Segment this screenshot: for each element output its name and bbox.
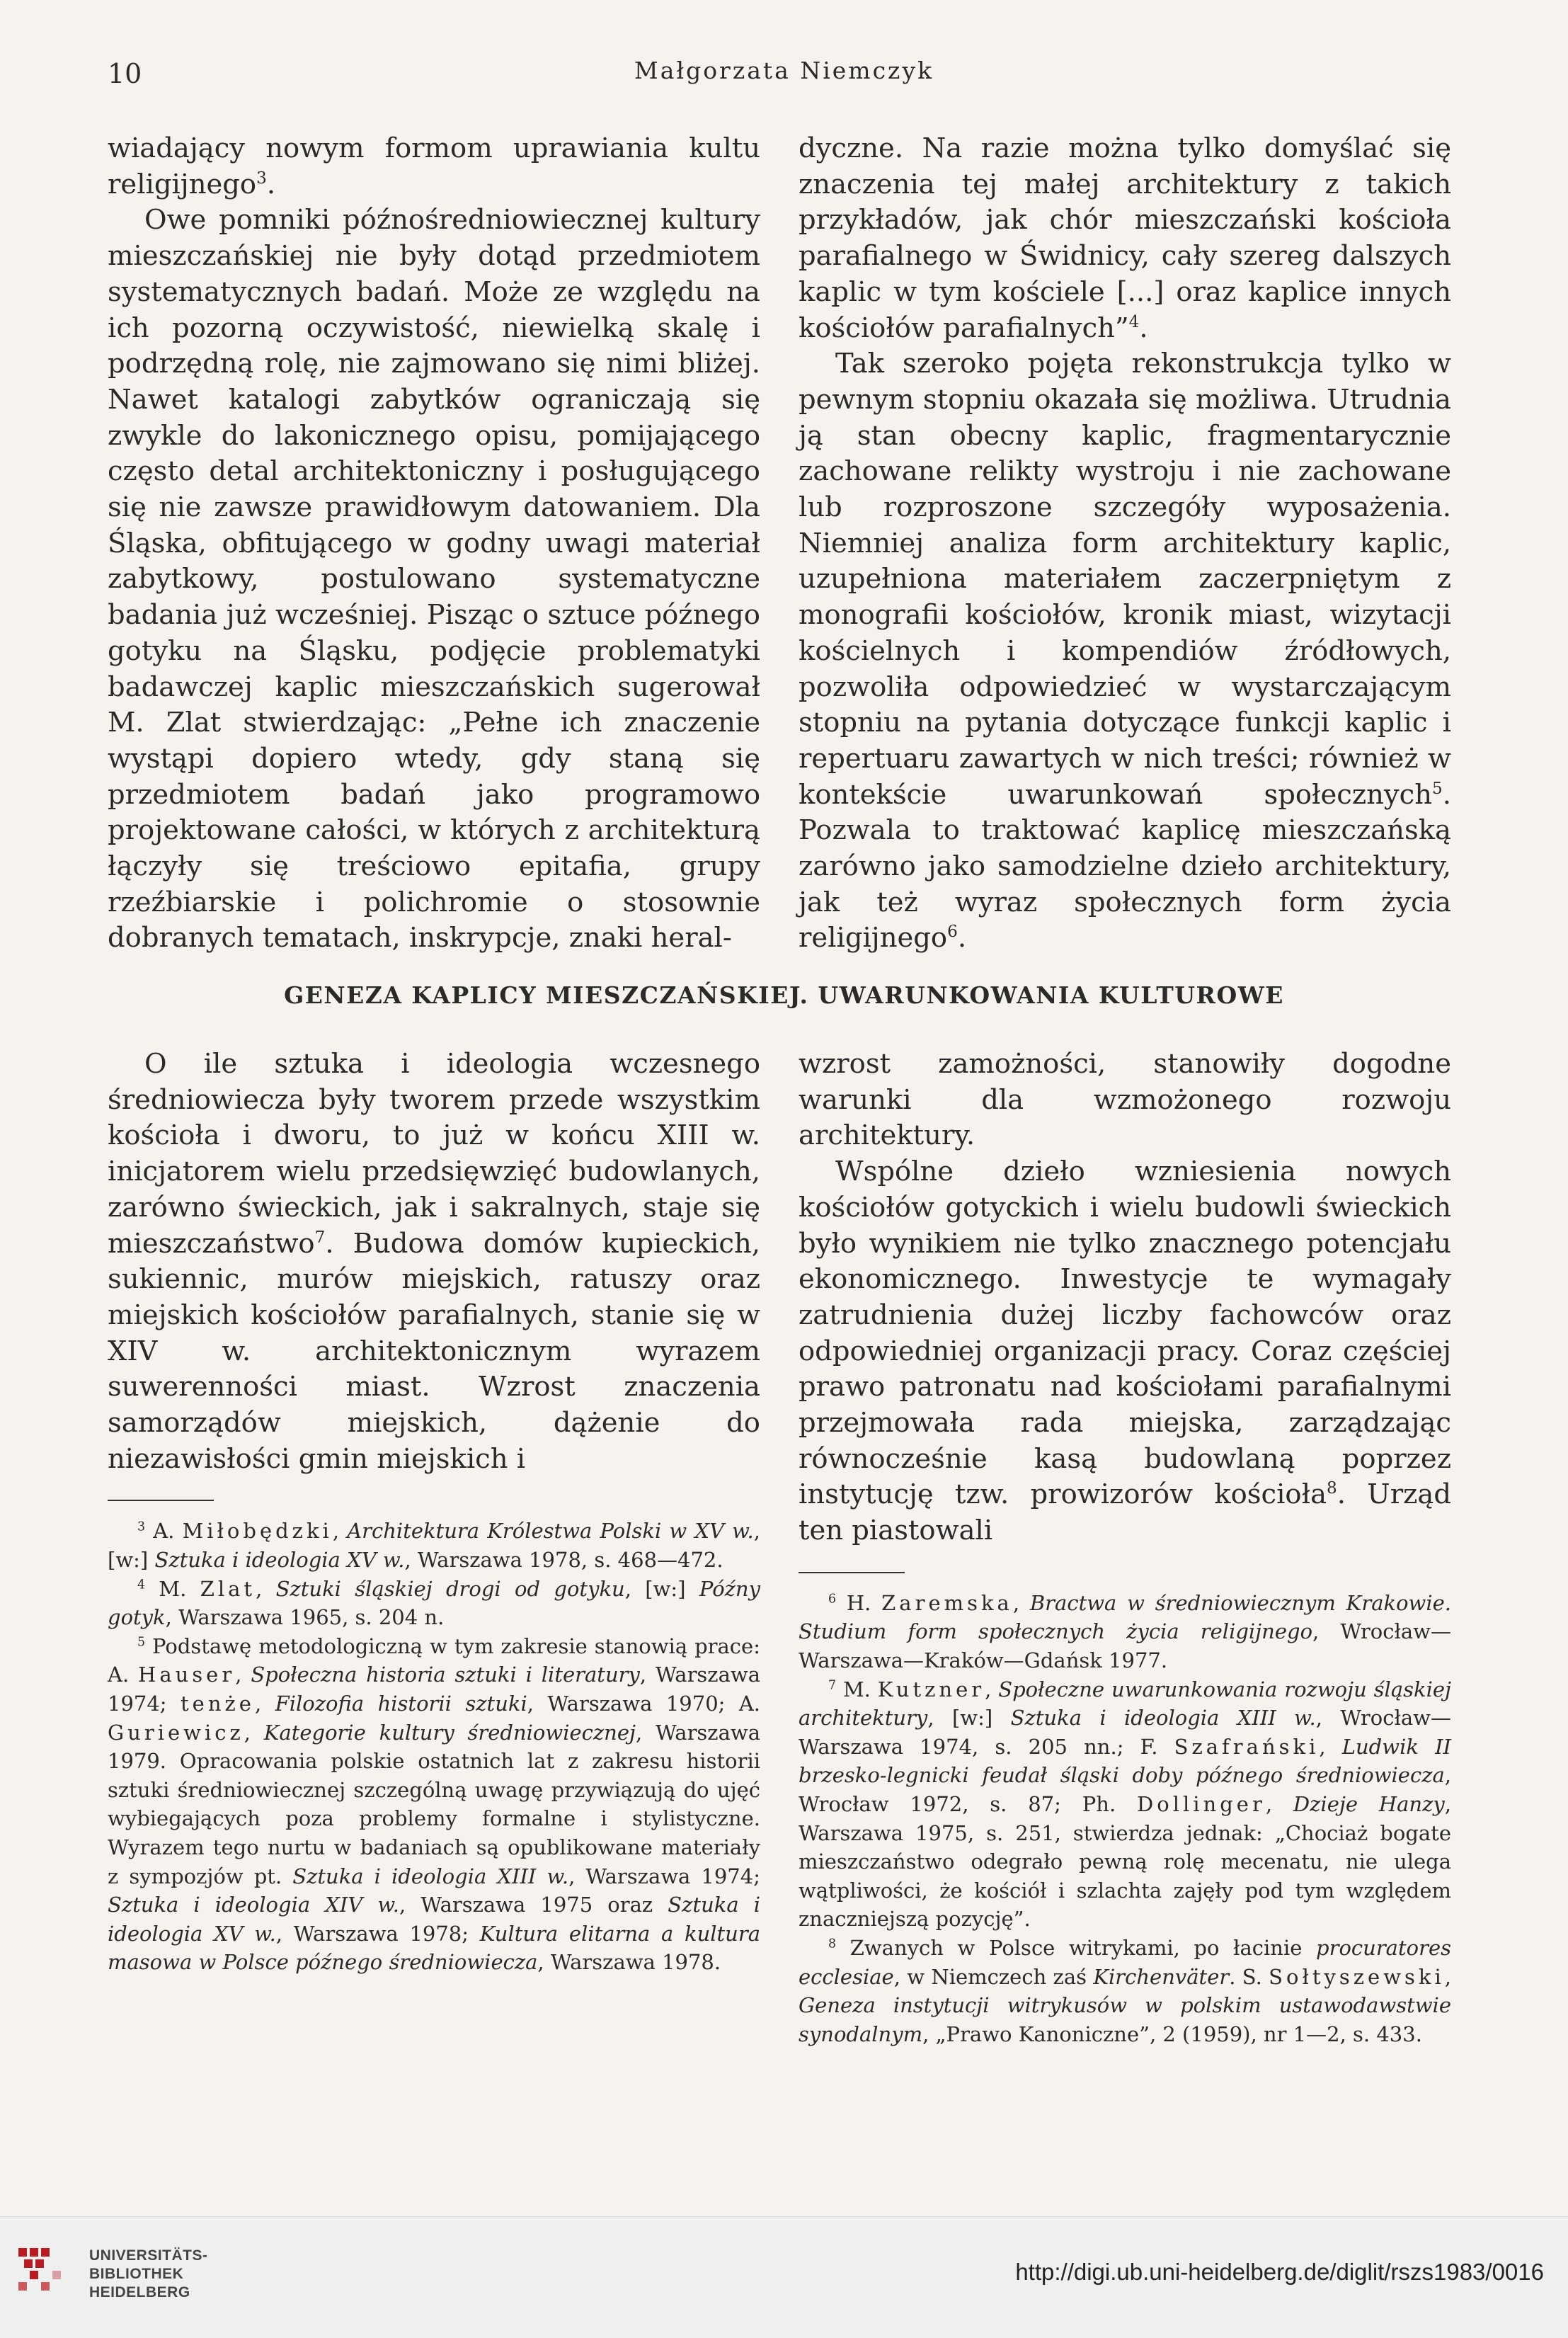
paragraph: O ile sztuka i ideologia wczesnego średniowiecza były tworem przede wszystkim kościoła i dworu, to już w końcu XIII w. inicjatorem wielu przedsięwzięć budowlanych, zarówno świeckich, jak i sakralnych, staje się mieszczaństwo$^7$. Budowa domów kupieckich, sukiennic, murów miejskich, ratuszy oraz miejskich kościołów parafialnych, stanie się w XIV w. architektonicznym wyrazem suwerenności miast. Wzrost znaczenia samorządów miejskich, dążenie do niezawisłości gmin miejskich i [108, 1048, 760, 1475]
footnote: $^5$ Podstawę metodologiczną w tym zakresie stanowią prace: A. Hauser, Społeczna historia sztuki i literatury, Warszawa 1974; tenże, Filozofia historii sztuki, Warszawa 1970; A. Guriewicz, Kategorie kultury średniowiecznej, Warszawa 1979. Opracowania polskie ostatnich lat z zakresu historii sztuki średniowiecznej szczególną uwagę przywiązują do ujęć wybiegających poza problemy formalne i stylistyczne. Wyrazem tego nurtu w badaniach są opublikowane materiały z sympozjów pt. Sztuka i ideologia XIII w., Warszawa 1974; Sztuka i ideologia XIV w., Warszawa 1975 oraz Sztuka i ideologia XV w., Warszawa 1978; Kultura elitarna a kultura masowa w Polsce późnego średniowiecza, Warszawa 1978. [108, 1633, 761, 1975]
paragraph: Tak szeroko pojęta rekonstrukcja tylko w pewnym stopniu okazała się możliwa. Utrudnia ją stan obecny kaplic, fragmentarycznie zachowane relikty wystroju i nie zachowane lub rozproszone szczegóły wyposażenia. Niemniej analiza form architektury kaplic, uzupełniona materiałem zaczerpniętym z monografii kościołów, kronik miast, wizytacji kościelnych i kompendiów źródłowych, pozwoliła odpowiedzieć w wystarczającym stopniu na pytania dotyczące funkcji kaplic i repertuaru zawartych w nich treści; również w kontekście uwarunkowań społecznych$^5$. Pozwala to traktować kaplicę mieszczańską zarówno jako samodzielne dzieło architektury, jak też wyraz społecznych form życia religijnego$^6$. [799, 348, 1451, 954]
footnote-rule [799, 1572, 905, 1573]
footnote: $^4$ M. Zlat, Sztuki śląskiej drogi od gotyku, [w:] Późny gotyk, Warszawa 1965, s. 204 n. [108, 1576, 760, 1630]
source-url-link[interactable]: http://digi.ub.uni-heidelberg.de/diglit/rszs1983/0016 [1015, 2259, 1544, 2285]
paragraph: wzrost zamożności, stanowiły dogodne warunki dla wzmożonego rozwoju architektury. [799, 1048, 1451, 1152]
footnote: $^7$ M. Kutzner, Społeczne uwarunkowania rozwoju śląskiej architektury, [w:] Sztuka i ideologia XIII w., Wrocław—Warszawa 1974, s. 205 nn.; F. Szafrański, Ludwik II brzesko-legnicki feudał śląski doby późnego średniowiecza, Wrocław 1972, s. 87; Ph. Dollinger, Dzieje Hanzy, Warszawa 1975, s. 251, stwierdza jednak: „Chociaż bogate mieszczaństwo odegrało pewną rolę mecenatu, nie ulega wątpliwości, że kościół i szlachta zajęły pod tym względem znaczniejszą pozycję”. [799, 1677, 1451, 1932]
paragraph: Wspólne dzieło wzniesienia nowych kościołów gotyckich i wielu budowli świeckich było wynikiem nie tylko znacznego potencjału ekonomicznego. Inwestycje te wymagały zatrudnienia dużej liczby fachowców oraz odpowiedniej organizacji pracy. Coraz częściej prawo patronatu nad kościołami parafialnymi przejmowała rada miejska, zarządzając równocześnie kasą budowlaną poprzez instytucję tzw. prowizorów kościoła$^8$. Urząd ten piastowali [799, 1156, 1451, 1547]
logo-line: HEIDELBERG [89, 2284, 190, 2300]
upper-right-column [799, 131, 1451, 957]
footnote: $^3$ A. Miłobędzki, Architektura Królestwa Polski w XV w., [w:] Sztuka i ideologia XV w., Warszawa 1978, s. 468—472. [108, 1519, 760, 1573]
footnote-rule [108, 1500, 214, 1501]
paragraph: dyczne. Na razie można tylko domyślać się znaczenia tej małej architektury z takich przykładów, jak chór mieszczański kościoła parafialnego w Świdnicy, cały szereg dalszych kaplic w tym kościele [...] oraz kaplice innych kościołów parafialnych”$^4$. [799, 132, 1451, 344]
section-title: GENEZA KAPLICY MIESZCZAŃSKIEJ. UWARUNKOWANIA KULTUROWE [284, 981, 1284, 1009]
logo-line: UNIVERSITÄTS- [89, 2247, 208, 2264]
footnote: $^6$ H. Zaremska, Bractwa w średniowiecznym Krakowie. Studium form społecznych życia religijnego, Wrocław—Warszawa—Kraków—Gdańsk 1977. [799, 1590, 1452, 1673]
digitization-footer [0, 2216, 1568, 2338]
running-head: Małgorzata Niemczyk [634, 57, 934, 84]
page-number: 10 [108, 58, 142, 89]
paragraph: wiadający nowym formom uprawiania kultu religijnego$^3$. [108, 132, 760, 200]
upper-left-column [108, 131, 760, 957]
paragraph: Owe pomniki późnośredniowiecznej kultury mieszczańskiej nie były dotąd przedmiotem systematycznych badań. Może ze względu na ich pozorną oczywistość, niewielką skalę i podrzędną rolę, nie zajmowano się nimi bliżej. Nawet katalogi zabytków ograniczają się zwykle do lakonicznego opisu, pomijającego często detal architektoniczny i posługującego się nie zawsze prawidłowym datowaniem. Dla Śląska, obfitującego w godny uwagi materiał zabytkowy, postulowano systematyczne badania już wcześniej. Pisząc o sztuce późnego gotyku na Śląsku, podjęcie problematyki badawczej kaplic mieszczańskich sugerował M. Zlat stwierdzając: „Pełne ich znaczenie wystąpi dopiero wtedy, gdy staną się przedmiotem badań jako programowo projektowane całości, w których z architekturą łączyły się treściowo epitafia, grupy rzeźbiarskie i polichromie o stosownie dobranych tematach, inskrypcje, znaki heral- [108, 204, 760, 954]
logo-line: BIBLIOTHEK [89, 2266, 184, 2282]
lower-left-column [108, 1047, 760, 1977]
library-logo-text [89, 2247, 208, 2302]
university-library-logo-icon [16, 2244, 79, 2300]
footnote: $^8$ Zwanych w Polsce witrykami, po łacinie procuratores ecclesiae, w Niemczech zaś Kirchenväter. S. Sołtyszewski, Geneza instytucji witrykusów w polskim ustawodawstwie synodalnym, „Prawo Kanoniczne”, 2 (1959), nr 1—2, s. 433. [799, 1935, 1451, 2046]
lower-right-column [799, 1047, 1451, 2048]
